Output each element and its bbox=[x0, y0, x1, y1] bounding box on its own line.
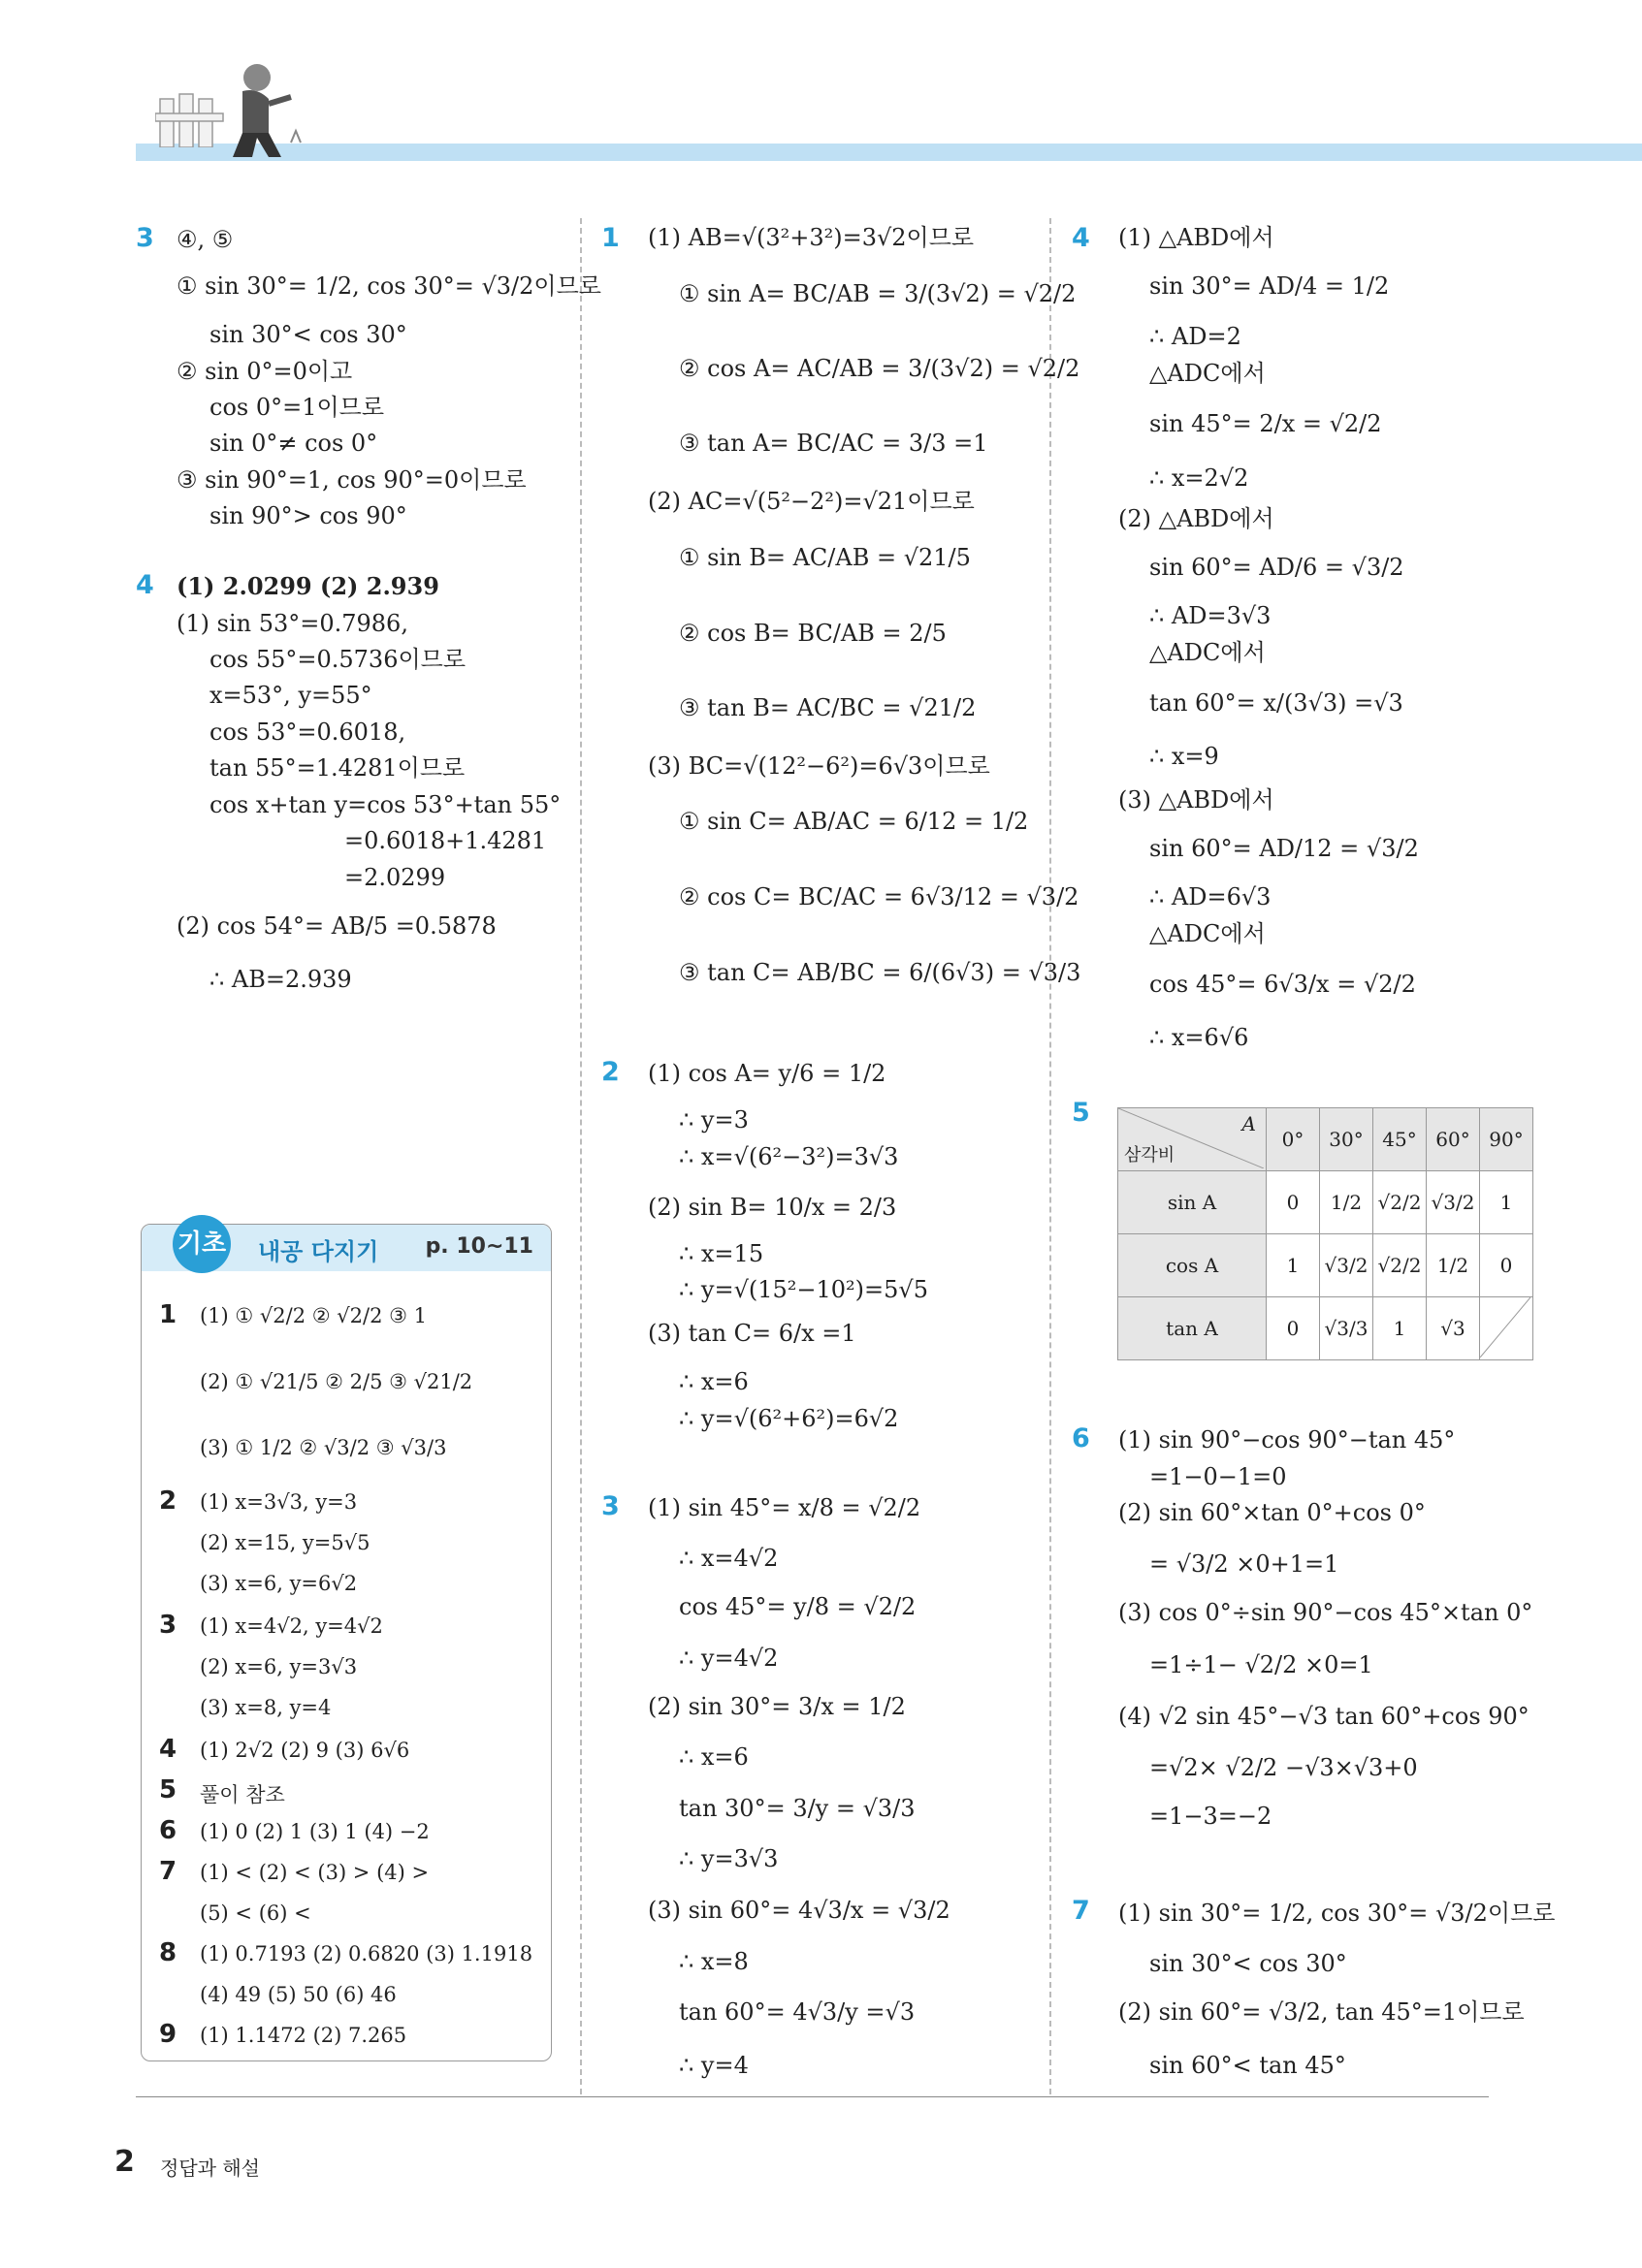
answer-line: ③ sin 90°=1, cos 90°=0이므로 bbox=[177, 466, 527, 494]
item-line: 풀이 참조 bbox=[200, 1783, 285, 1806]
page-number: 2 bbox=[114, 2145, 135, 2179]
answer-line: sin 30°= AD/4 = 1/2 bbox=[1149, 272, 1390, 300]
answer-line: x=53°, y=55° bbox=[209, 682, 372, 709]
answer-line: (3) △ABD에서 bbox=[1118, 786, 1274, 814]
item-line: (2) ① √21/5 ② 2/5 ③ √21/2 bbox=[200, 1370, 473, 1393]
answer-line: (2) △ABD에서 bbox=[1118, 505, 1274, 532]
column-divider-1 bbox=[580, 218, 582, 2094]
answer-line: (1) sin 53°=0.7986, bbox=[177, 610, 408, 637]
item-number: 2 bbox=[159, 1486, 177, 1516]
item-number: 1 bbox=[159, 1300, 177, 1329]
answer-line: ∴ x=4√2 bbox=[679, 1545, 779, 1572]
answer-line: ③ tan A= BC/AC = 3/3 =1 bbox=[679, 430, 988, 457]
answer-line: ① sin A= BC/AB = 3/(3√2) = √2/2 bbox=[679, 280, 1077, 307]
answer-line: ② cos C= BC/AC = 6√3/12 = √3/2 bbox=[679, 883, 1079, 910]
question-number: 4 bbox=[136, 570, 154, 600]
answer-line: ① sin B= AC/AB = √21/5 bbox=[679, 544, 971, 571]
concept-header bbox=[142, 1225, 551, 1271]
column-divider-2 bbox=[1049, 218, 1051, 2094]
table-cell: 0 bbox=[1267, 1171, 1320, 1234]
concept-page-ref: p. 10~11 bbox=[425, 1234, 533, 1259]
header-bar bbox=[136, 144, 1642, 161]
table-cell: √3 bbox=[1427, 1297, 1480, 1360]
table-cell: √3/3 bbox=[1320, 1297, 1373, 1360]
table-row bbox=[1118, 1171, 1533, 1234]
answer-line: (1) sin 90°−cos 90°−tan 45° bbox=[1118, 1426, 1456, 1453]
question-number: 3 bbox=[136, 223, 154, 253]
table-cell: 1/2 bbox=[1320, 1171, 1373, 1234]
table-cell: 0 bbox=[1480, 1234, 1533, 1297]
answer-line: ∴ x=2√2 bbox=[1149, 464, 1249, 492]
concept-review-box bbox=[141, 1224, 552, 2061]
answer-line: ∴ x=6 bbox=[679, 1743, 749, 1771]
question-number: 6 bbox=[1072, 1423, 1090, 1453]
item-line: (4) 49 (5) 50 (6) 46 bbox=[200, 1983, 397, 2006]
footer-rule bbox=[136, 2096, 1489, 2097]
table-cell: √2/2 bbox=[1373, 1234, 1427, 1297]
answer-line: ∴ y=√(6²+6²)=6√2 bbox=[679, 1405, 899, 1432]
answer-line: ② cos A= AC/AB = 3/(3√2) = √2/2 bbox=[679, 355, 1080, 382]
item-line: (3) x=8, y=4 bbox=[200, 1696, 332, 1719]
table-cell: 1 bbox=[1373, 1297, 1427, 1360]
answer-line: cos 45°= 6√3/x = √2/2 bbox=[1149, 971, 1416, 998]
table-row bbox=[1118, 1234, 1533, 1297]
answer-line: ∴ AD=6√3 bbox=[1149, 883, 1272, 910]
question-number: 5 bbox=[1072, 1098, 1090, 1128]
answer-line: ① sin C= AB/AC = 6/12 = 1/2 bbox=[679, 808, 1029, 835]
item-number: 6 bbox=[159, 1816, 177, 1845]
item-number: 3 bbox=[159, 1611, 177, 1640]
answer-line: ④, ⑤ bbox=[177, 226, 234, 253]
footer-title: 정답과 해설 bbox=[160, 2156, 260, 2180]
table-header: 30° bbox=[1320, 1108, 1373, 1171]
diagonal-line bbox=[1480, 1297, 1530, 1358]
row-label: sin A bbox=[1118, 1171, 1267, 1234]
item-line: (1) 0 (2) 1 (3) 1 (4) −2 bbox=[200, 1820, 430, 1843]
answer-line: =0.6018+1.4281 bbox=[344, 827, 547, 854]
table-cell: √3/2 bbox=[1320, 1234, 1373, 1297]
item-line: (1) 0.7193 (2) 0.6820 (3) 1.1918 bbox=[200, 1942, 533, 1965]
answer-line: ∴ y=4√2 bbox=[679, 1645, 779, 1672]
answer-line: ∴ y=√(15²−10²)=5√5 bbox=[679, 1276, 928, 1303]
answer-line: (1) 2.0299 (2) 2.939 bbox=[177, 572, 439, 600]
item-line: (1) 1.1472 (2) 7.265 bbox=[200, 2024, 407, 2047]
answer-line: ∴ y=3 bbox=[679, 1106, 749, 1134]
answer-line: ∴ AD=3√3 bbox=[1149, 602, 1272, 629]
table-cell: √2/2 bbox=[1373, 1171, 1427, 1234]
item-line: (3) x=6, y=6√2 bbox=[200, 1572, 358, 1595]
item-line: (1) < (2) < (3) > (4) > bbox=[200, 1861, 430, 1884]
item-line: (1) x=3√3, y=3 bbox=[200, 1490, 358, 1514]
trig-ratio-table bbox=[1117, 1107, 1533, 1360]
answer-line: (2) cos 54°= AB/5 =0.5878 bbox=[177, 912, 497, 940]
table-cell: √3/2 bbox=[1427, 1171, 1480, 1234]
answer-line: tan 60°= 4√3/y =√3 bbox=[679, 1998, 916, 2026]
item-number: 7 bbox=[159, 1857, 177, 1886]
answer-line: (2) sin B= 10/x = 2/3 bbox=[648, 1194, 897, 1221]
answer-line: (4) √2 sin 45°−√3 tan 60°+cos 90° bbox=[1118, 1703, 1529, 1730]
answer-line: ② sin 0°=0이고 bbox=[177, 358, 353, 385]
answer-line: tan 55°=1.4281이므로 bbox=[209, 754, 466, 782]
answer-line: sin 0°≠ cos 0° bbox=[209, 430, 378, 457]
answer-line: ③ tan B= AC/BC = √21/2 bbox=[679, 694, 977, 721]
item-line: (1) 2√2 (2) 9 (3) 6√6 bbox=[200, 1739, 410, 1762]
answer-line: (1) sin 45°= x/8 = √2/2 bbox=[648, 1494, 921, 1521]
answer-line: =1−0−1=0 bbox=[1149, 1463, 1287, 1490]
answer-line: (2) sin 30°= 3/x = 1/2 bbox=[648, 1693, 906, 1720]
item-line: (1) x=4√2, y=4√2 bbox=[200, 1614, 383, 1638]
answer-line: tan 60°= x/(3√3) =√3 bbox=[1149, 689, 1403, 717]
table-header: 60° bbox=[1427, 1108, 1480, 1171]
question-number: 7 bbox=[1072, 1896, 1090, 1926]
row-label: tan A bbox=[1118, 1297, 1267, 1360]
item-line: (3) ① 1/2 ② √3/2 ③ √3/3 bbox=[200, 1436, 447, 1459]
answer-line: ∴ x=8 bbox=[679, 1948, 749, 1975]
answer-line: sin 30°< cos 30° bbox=[209, 321, 407, 348]
answer-line: △ADC에서 bbox=[1149, 920, 1266, 947]
question-number: 2 bbox=[601, 1057, 620, 1087]
gardener-illustration bbox=[209, 60, 306, 167]
answer-line: (1) △ABD에서 bbox=[1118, 224, 1274, 251]
answer-line: cos 55°=0.5736이므로 bbox=[209, 646, 467, 673]
answer-line: cos 53°=0.6018, bbox=[209, 719, 406, 746]
answer-line: (1) cos A= y/6 = 1/2 bbox=[648, 1060, 886, 1087]
question-number: 4 bbox=[1072, 223, 1090, 253]
answer-line: sin 60°= AD/6 = √3/2 bbox=[1149, 554, 1404, 581]
answer-line: ① sin 30°= 1/2, cos 30°= √3/2이므로 bbox=[177, 272, 601, 300]
item-number: 4 bbox=[159, 1735, 177, 1764]
answer-line: ∴ AD=2 bbox=[1149, 323, 1241, 350]
concept-title: 내공 다지기 bbox=[258, 1238, 379, 1265]
table-cell: 0 bbox=[1267, 1297, 1320, 1360]
answer-line: =√2× √2/2 −√3×√3+0 bbox=[1149, 1754, 1418, 1781]
table-cell: 1 bbox=[1480, 1171, 1533, 1234]
answer-line: (3) tan C= 6/x =1 bbox=[648, 1320, 856, 1347]
item-number: 9 bbox=[159, 2020, 177, 2049]
answer-line: (2) sin 60°×tan 0°+cos 0° bbox=[1118, 1499, 1426, 1526]
concept-badge: 기초 bbox=[173, 1215, 231, 1273]
table-header: 90° bbox=[1480, 1108, 1533, 1171]
answer-line: cos x+tan y=cos 53°+tan 55° bbox=[209, 791, 562, 818]
answer-line: (3) BC=√(12²−6²)=6√3이므로 bbox=[648, 752, 990, 780]
table-cell-empty bbox=[1480, 1297, 1533, 1360]
table-cell: 1/2 bbox=[1427, 1234, 1480, 1297]
answer-line: △ADC에서 bbox=[1149, 639, 1266, 666]
answer-line: sin 90°> cos 90° bbox=[209, 502, 407, 529]
answer-line: ∴ AB=2.939 bbox=[209, 966, 352, 993]
table-cell: 1 bbox=[1267, 1234, 1320, 1297]
answer-line: (1) AB=√(3²+3²)=3√2이므로 bbox=[648, 224, 975, 251]
answer-line: = √3/2 ×0+1=1 bbox=[1149, 1550, 1339, 1578]
answer-line: (1) sin 30°= 1/2, cos 30°= √3/2이므로 bbox=[1118, 1900, 1556, 1927]
answer-line: =1−3=−2 bbox=[1149, 1803, 1272, 1830]
answer-line: (3) sin 60°= 4√3/x = √3/2 bbox=[648, 1897, 950, 1924]
row-label: cos A bbox=[1118, 1234, 1267, 1297]
question-number: 3 bbox=[601, 1491, 620, 1521]
corner-bottom-label: 삼각비 bbox=[1124, 1145, 1175, 1166]
answer-line: (2) AC=√(5²−2²)=√21이므로 bbox=[648, 488, 975, 515]
answer-line: (3) cos 0°÷sin 90°−cos 45°×tan 0° bbox=[1118, 1599, 1533, 1626]
answer-line: =1÷1− √2/2 ×0=1 bbox=[1149, 1651, 1373, 1678]
answer-line: ∴ y=4 bbox=[679, 2052, 749, 2079]
answer-line: =2.0299 bbox=[344, 864, 446, 891]
item-line: (2) x=15, y=5√5 bbox=[200, 1531, 370, 1554]
table-header: 45° bbox=[1373, 1108, 1427, 1171]
answer-line: cos 45°= y/8 = √2/2 bbox=[679, 1593, 917, 1620]
item-line: (5) < (6) < bbox=[200, 1901, 311, 1925]
item-number: 5 bbox=[159, 1775, 177, 1805]
answer-line: sin 45°= 2/x = √2/2 bbox=[1149, 410, 1382, 437]
corner-top-label: A bbox=[1241, 1112, 1256, 1135]
question-number: 1 bbox=[601, 223, 620, 253]
answer-line: sin 30°< cos 30° bbox=[1149, 1950, 1347, 1977]
answer-line: ∴ x=15 bbox=[679, 1240, 764, 1267]
item-line: (1) ① √2/2 ② √2/2 ③ 1 bbox=[200, 1304, 427, 1327]
item-line: (2) x=6, y=3√3 bbox=[200, 1655, 358, 1678]
answer-line: ∴ x=6 bbox=[679, 1368, 749, 1395]
answer-line: sin 60°< tan 45° bbox=[1149, 2052, 1346, 2079]
table-corner bbox=[1118, 1108, 1267, 1171]
answer-line: ③ tan C= AB/BC = 6/(6√3) = √3/3 bbox=[679, 959, 1081, 986]
table-row bbox=[1118, 1297, 1533, 1360]
answer-line: cos 0°=1이므로 bbox=[209, 394, 385, 421]
answer-line: △ADC에서 bbox=[1149, 360, 1266, 387]
answer-line: ∴ x=6√6 bbox=[1149, 1024, 1249, 1051]
answer-line: tan 30°= 3/y = √3/3 bbox=[679, 1795, 916, 1822]
answer-line: (2) sin 60°= √3/2, tan 45°=1이므로 bbox=[1118, 1998, 1525, 2026]
answer-line: ∴ x=9 bbox=[1149, 743, 1219, 770]
table-header: 0° bbox=[1267, 1108, 1320, 1171]
answer-line: sin 60°= AD/12 = √3/2 bbox=[1149, 835, 1419, 862]
answer-line: ② cos B= BC/AB = 2/5 bbox=[679, 620, 947, 647]
item-number: 8 bbox=[159, 1938, 177, 1967]
answer-line: ∴ x=√(6²−3²)=3√3 bbox=[679, 1143, 899, 1170]
answer-line: ∴ y=3√3 bbox=[679, 1845, 779, 1872]
